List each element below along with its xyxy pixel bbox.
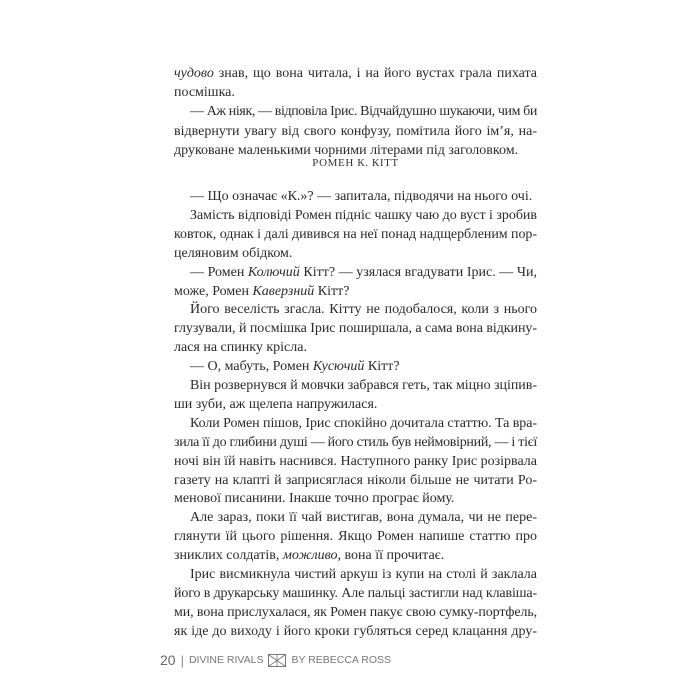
text-segment: знав, що вона читала, і на його вустах грала пихата: [213, 66, 537, 81]
text-line: [174, 452, 537, 471]
text-segment: ночі він їй навіть наснився. Наступного ранку Ірис розірвала: [174, 453, 537, 469]
text-line: [174, 395, 537, 414]
text-segment: Він розвернувся й мовчки забрався геть, так міцно зціпив-: [190, 378, 537, 393]
italic-text: чудово: [174, 66, 214, 81]
text-segment: його в друкарську машинку. Але пальці застигли над клавіша-: [174, 585, 537, 601]
text-line: [174, 319, 537, 338]
text-segment: лася на спинку крісла.: [174, 340, 307, 356]
text-line: [174, 471, 537, 490]
footer-separator: |: [180, 652, 184, 668]
text-line: [174, 433, 537, 452]
text-line: [174, 584, 537, 603]
italic-text: можливо: [282, 548, 338, 564]
text-line: [174, 603, 537, 622]
text-segment: глузували, й посмішка Ірис поширшала, а сама вона відкину-: [174, 321, 537, 337]
text-segment: ковток, однак і далі дивився на неї понад надщербленим пор-: [174, 226, 537, 242]
text-segment: — О, мабуть, Ромен: [190, 359, 313, 375]
text-segment: ми, вона прислухалася, як Ромен пакує свою сумку-портфель,: [174, 604, 537, 620]
text-line: [174, 244, 537, 263]
text-segment: газету на клапті й заприсяглася ніколи більше не читати Ро-: [174, 472, 537, 488]
text-segment: Замість відповіді Ромен підніс чашку чаю до вуст і зробив: [190, 207, 537, 223]
text-segment: Ірис висмикнула чистий аркуш із купи на столі й заклала: [190, 567, 537, 582]
text-segment: Кітт?: [314, 283, 350, 299]
text-segment: Кітт?: [364, 359, 400, 375]
text-line: [174, 508, 537, 527]
text-segment: целяновим обідком.: [174, 245, 293, 261]
text-segment: зила її до глибини душі — його стиль був неймовірний, — і тієї: [174, 434, 537, 450]
text-line: [174, 206, 537, 225]
page-footer: [160, 652, 391, 668]
italic-text: Кусючий: [312, 359, 365, 375]
text-segment: — Ромен: [190, 264, 248, 280]
text-line: [174, 414, 537, 433]
text-line: [174, 225, 537, 244]
text-segment: , вона її прочитає.: [337, 548, 445, 564]
text-segment: ши зуби, аж щелепа напружилася.: [174, 396, 378, 412]
text-line: [174, 376, 537, 395]
text-segment: відвернути увагу від свого конфузу, помітила його ім’я, на-: [174, 123, 537, 139]
text-segment: Кітт? — узялася вгадувати Ірис. — Чи,: [299, 264, 537, 280]
newspaper-byline-heading: РОМЕН К. КІТТ: [312, 157, 399, 169]
text-line: [174, 489, 537, 508]
text-line: [174, 546, 537, 565]
text-line: [174, 263, 537, 282]
text-line: [174, 122, 537, 141]
text-line: [174, 187, 537, 206]
italic-text: Каверзний: [252, 283, 315, 299]
book-title: DIVINE RIVALS: [188, 654, 264, 666]
text-segment: як іде до виходу і його кроки губляться серед клацання дру-: [174, 623, 537, 639]
text-line: [174, 300, 537, 319]
italic-text: Колючий: [247, 264, 300, 280]
text-segment: Але зараз, поки її чай вистигав, вона думала, чи не пере-: [190, 510, 537, 526]
text-line: [174, 357, 537, 376]
text-line: [174, 282, 537, 301]
text-segment: посмішка.: [174, 85, 235, 101]
text-segment: друковане маленькими чорними літерами під заголовком.: [174, 142, 519, 158]
text-segment: менової писанини. Інакше точно програє йому.: [174, 491, 455, 507]
text-segment: глянути їй цього рішення. Якщо Ромен напише статтю про: [174, 529, 537, 545]
text-line: [174, 102, 537, 121]
text-segment: зниклих солдатів,: [174, 548, 283, 564]
text-segment: — Аж ніяк, — відповіла Ірис. Відчайдушно шукаючи, чим би: [190, 104, 537, 120]
text-line: [174, 64, 537, 83]
text-line: [174, 83, 537, 102]
text-line: [174, 622, 537, 641]
text-line: [174, 338, 537, 357]
text-segment: може, Ромен: [174, 283, 253, 299]
text-segment: Його веселість згасла. Кітту не подобалося, коли з нього: [190, 302, 537, 318]
book-ornament-icon: [268, 654, 286, 667]
text-line: [174, 527, 537, 546]
text-line: [174, 565, 537, 584]
text-segment: Коли Ромен пішов, Ірис спокійно дочитала статтю. Та вра-: [190, 415, 537, 431]
text-segment: — Що означає «К.»? — запитала, підводячи на нього очі.: [190, 189, 533, 204]
page-number: 20: [160, 652, 176, 668]
book-author: BY REBECCA ROSS: [291, 654, 392, 666]
